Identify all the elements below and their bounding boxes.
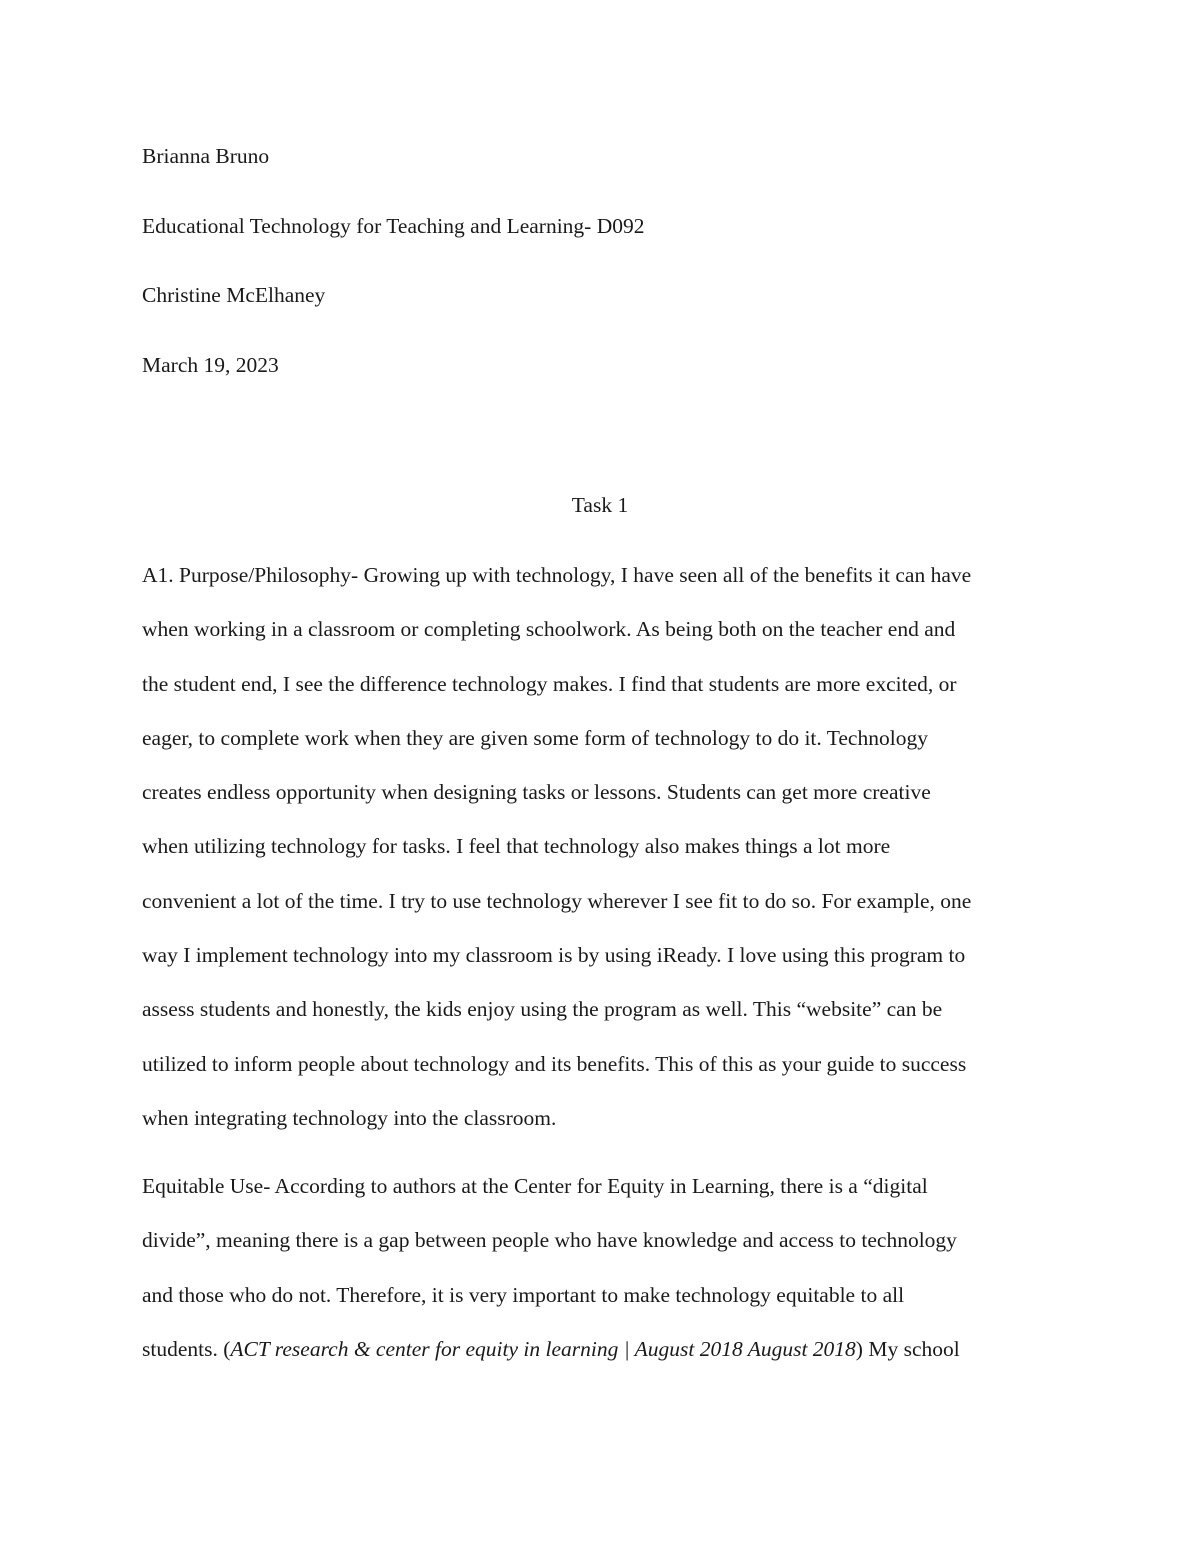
author-name: Brianna Bruno [142,144,270,168]
instructor-name: Christine McElhaney [142,283,326,307]
document-title: Task 1 [571,493,629,517]
text-before-citation: students. ( [142,1336,231,1361]
text-after-citation: ) My school [855,1336,960,1361]
paragraph-line: A1. Purpose/Philosophy- Growing up with technology, I have seen all of the benefits it can have [142,563,972,587]
paragraph-line-with-citation [142,1335,1062,1389]
paragraph-purpose-philosophy [142,561,1062,1158]
paragraph-line: the student end, I see the difference technology makes. I find that students are more excited, or [142,671,957,696]
paragraph-line: creates endless opportunity when designing tasks or lessons. Students can get more creative [142,780,931,805]
paragraph-line: when utilizing technology for tasks. I feel that technology also makes things a lot more [142,834,891,859]
paragraph-line: when working in a classroom or completing schoolwork. As being both on the teacher end and [142,617,956,642]
paragraph-line: eager, to complete work when they are given some form of technology to do it. Technology [142,725,928,750]
paragraph-line: Equitable Use- According to authors at the Center for Equity in Learning, there is a “digital [142,1174,928,1198]
paragraph-equitable-use [142,1172,1062,1389]
document-date: March 19, 2023 [142,353,279,377]
paragraph-line: and those who do not. Therefore, it is very important to make technology equitable to all [142,1282,905,1307]
paragraph-line: convenient a lot of the time. I try to use technology wherever I see fit to do so. For example, one [142,888,972,913]
paragraph-line: way I implement technology into my classroom is by using iReady. I love using this program to [142,943,966,968]
paragraph-line: utilized to inform people about technology and its benefits. This of this as your guide to success [142,1051,967,1076]
paragraph-line: divide”, meaning there is a gap between people who have knowledge and access to technology [142,1228,957,1253]
paragraph-line: assess students and honestly, the kids enjoy using the program as well. This “website” can be [142,997,943,1022]
course-name: Educational Technology for Teaching and Learning- D092 [142,214,645,238]
paragraph-line: when integrating technology into the classroom. [142,1105,557,1130]
citation: ACT research & center for equity in learning | August 2018 August 2018 [230,1336,856,1361]
